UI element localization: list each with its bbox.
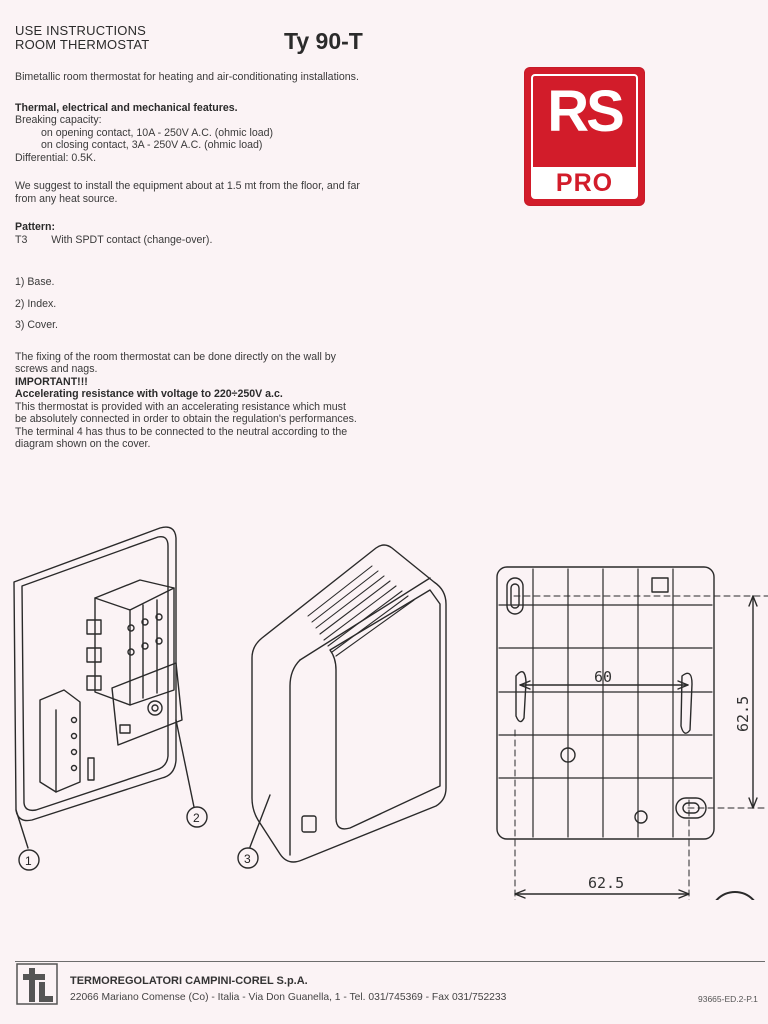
part-base: 1) Base. [15, 276, 55, 288]
logo-rs-text: RS [547, 79, 622, 144]
important-line-3: The terminal 4 has thus to be connected to the neutral according to the [15, 425, 348, 438]
install-line-2: from any heat source. [15, 192, 118, 205]
closing-contact: on closing contact, 3A - 250V A.C. (ohmic load) [41, 139, 263, 151]
technical-drawings [0, 520, 768, 900]
fixing-line-2: screws and nags. [15, 363, 98, 375]
rs-pro-logo [525, 68, 644, 205]
header-line-1: USE INSTRUCTIONS [15, 23, 147, 38]
base-drawing [14, 527, 194, 848]
important-subheading: Accelerating resistance with voltage to 220÷250V a.c. [15, 388, 283, 400]
breaking-capacity: Breaking capacity: [15, 114, 102, 126]
differential: Differential: 0.5K. [15, 151, 97, 164]
intro-text: Bimetallic room thermostat for heating and air-conditionating installations. [15, 71, 359, 83]
important-heading: IMPORTANT!!! [15, 375, 88, 388]
fixing-line-1: The fixing of the room thermostat can be done directly on the wall by [15, 350, 336, 363]
mounting-plate-drawing [497, 567, 768, 900]
part-cover: 3) Cover. [15, 319, 58, 331]
pattern-row [15, 234, 375, 247]
company-logo-icon [15, 960, 61, 1010]
callout-2-label: 2 [193, 811, 200, 825]
logo-pro-text: PRO [555, 169, 614, 197]
dim-width: 62.5 [588, 874, 625, 892]
features-heading: Thermal, electrical and mechanical features. [15, 101, 238, 114]
dim-hole-spacing: 60 [594, 668, 613, 686]
important-line-4: diagram shown on the cover. [15, 438, 151, 450]
doc-header [15, 24, 149, 52]
important-line-2: be absolutely connected in order to obtain the regulation's performances. [15, 413, 357, 425]
dim-height: 62.5 [734, 695, 752, 732]
document-code: 93665-ED.2-P.1 [698, 994, 758, 1004]
company-address: 22066 Mariano Comense (Co) - Italia - Via Don Guanella, 1 - Tel. 031/745369 - Fax 031/752233 [70, 992, 507, 1003]
pattern-heading: Pattern: [15, 221, 56, 233]
pattern-code: T3 [15, 233, 28, 246]
ce-mark [710, 892, 760, 900]
header-line-2: ROOM THERMOSTAT [15, 37, 150, 52]
footer-divider [15, 961, 765, 962]
callout-1-label: 1 [25, 854, 32, 868]
part-index: 2) Index. [15, 297, 57, 310]
pattern-desc: With SPDT contact (change-over). [51, 233, 213, 246]
important-line-1: This thermostat is provided with an accelerating resistance which must [15, 400, 346, 413]
install-line-1: We suggest to install the equipment about at 1.5 mt from the floor, and far [15, 180, 360, 192]
model-title: Ty 90-T [284, 28, 363, 54]
callout-3-label: 3 [244, 852, 251, 866]
company-name: TERMOREGOLATORI CAMPINI-COREL S.p.A. [70, 975, 308, 987]
opening-contact: on opening contact, 10A - 250V A.C. (ohmic load) [41, 126, 274, 139]
instructions-body [15, 71, 375, 451]
cover-drawing [250, 545, 446, 862]
